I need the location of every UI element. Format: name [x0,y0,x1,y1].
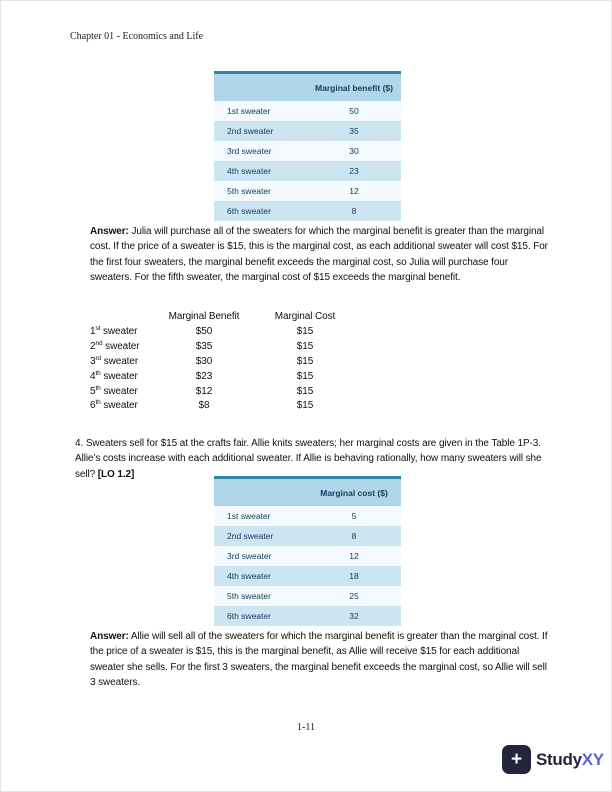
row-label: 5th sweater [227,186,271,196]
question-text: Sweaters sell for $15 at the crafts fair. Allie knits sweaters; her marginal costs are given in the Table 1P-3. Allie’s costs increase with each additional sweater. If Allie is behaving rationally, how many sweaters will she sell? [75,438,542,480]
table-row [214,121,401,141]
table-row [214,181,401,201]
row-label: 3rd sweater [90,354,139,367]
row-label: 6th sweater [90,399,138,412]
row-label: 3rd sweater [227,551,272,561]
row-label: 2nd sweater [227,531,274,541]
table-row [214,586,401,606]
comparison-row [90,325,354,340]
row-label: 1st sweater [227,106,271,116]
row-label: 6th sweater [227,611,271,621]
comparison-row [90,355,354,370]
row-label: 2nd sweater [227,126,274,136]
row-value: 5 [351,511,357,521]
table-row [214,546,401,566]
row-value: 23 [349,166,359,176]
marginal-cost-table [214,476,401,626]
comparison-row [90,340,354,355]
comparison-row [90,370,354,385]
benefit-value: $30 [195,355,213,367]
row-value: 8 [351,206,357,216]
cost-column-header: Marginal Cost [274,311,336,322]
row-label: 4th sweater [227,571,271,581]
cost-value: $15 [296,370,314,382]
page-number: 1-11 [297,722,315,733]
comparison-table [90,310,354,414]
learning-objective-tag: [LO 1.2] [97,468,135,480]
row-label: 5th sweater [90,384,138,397]
cost-value: $15 [296,400,314,412]
table-row [214,506,401,526]
row-value: 12 [349,186,359,196]
answer-label: Answer: [90,631,129,642]
row-label: 2nd sweater [90,339,140,352]
benefit-value: $50 [195,325,213,337]
answer-paragraph-julia [90,224,548,286]
table-header-label: Marginal benefit ($) [315,82,393,93]
row-value: 8 [351,531,357,541]
table-row [214,566,401,586]
benefit-value: $8 [198,400,210,412]
table-row [214,141,401,161]
row-value: 30 [349,146,359,156]
table-header-row [214,479,401,506]
benefit-value: $23 [195,370,213,382]
cost-value: $15 [296,385,314,397]
header-spacer [90,310,152,325]
table-row [214,201,401,221]
answer-label: Answer: [90,226,129,237]
question-number: 4. [75,438,84,449]
answer-paragraph-allie [90,629,548,691]
plus-icon: + [502,745,531,774]
row-label: 4th sweater [90,369,138,382]
table-header-label: Marginal cost ($) [320,487,388,498]
table-row [214,161,401,181]
comparison-row [90,399,354,414]
row-label: 1st sweater [90,324,138,337]
page-header-text: Chapter 01 - Economics and Life [70,31,204,42]
brand-name [536,750,604,770]
benefit-column-header: Marginal Benefit [168,311,240,322]
answer-text: Julia will purchase all of the sweaters for which the marginal benefit is greater than the marginal cost. If the price of a sweater is $15, this is the marginal cost, as each additional sweater will cost $15. For the first four sweaters, the marginal benefit exceeds the marginal cost, so Julia will purchase four sweaters. For the fifth sweater, the marginal cost of $15 exceeds the marginal benefit. [90,226,548,284]
row-value: 32 [349,611,359,621]
comparison-row [90,385,354,400]
row-value: 12 [349,551,359,561]
table-row [214,526,401,546]
comparison-header-row [90,310,354,325]
table-row [214,606,401,626]
row-label: 6th sweater [227,206,271,216]
row-value: 18 [349,571,359,581]
table-row [214,101,401,121]
row-value: 50 [349,106,359,116]
marginal-benefit-table [214,71,401,221]
row-label: 5th sweater [227,591,271,601]
benefit-value: $12 [195,385,213,397]
row-label: 1st sweater [227,511,271,521]
row-value: 25 [349,591,359,601]
studyxy-logo [502,745,604,774]
table-header-row [214,74,401,101]
brand-name-accent: XY [581,749,604,769]
cost-value: $15 [296,325,314,337]
row-label: 4th sweater [227,166,271,176]
cost-value: $15 [296,340,314,352]
benefit-value: $35 [195,340,213,352]
row-label: 3rd sweater [227,146,272,156]
answer-text: Allie will sell all of the sweaters for which the marginal benefit is greater than the marginal cost. If the price of a sweater is $15, this is the marginal benefit, as Allie will receive $15 for each additional sweater she sells. For the first 3 sweaters, the marginal benefit exceeds the marginal cost, so Allie will sell 3 sweaters. [90,631,548,689]
row-value: 35 [349,126,359,136]
brand-name-primary: Study [536,749,582,769]
cost-value: $15 [296,355,314,367]
